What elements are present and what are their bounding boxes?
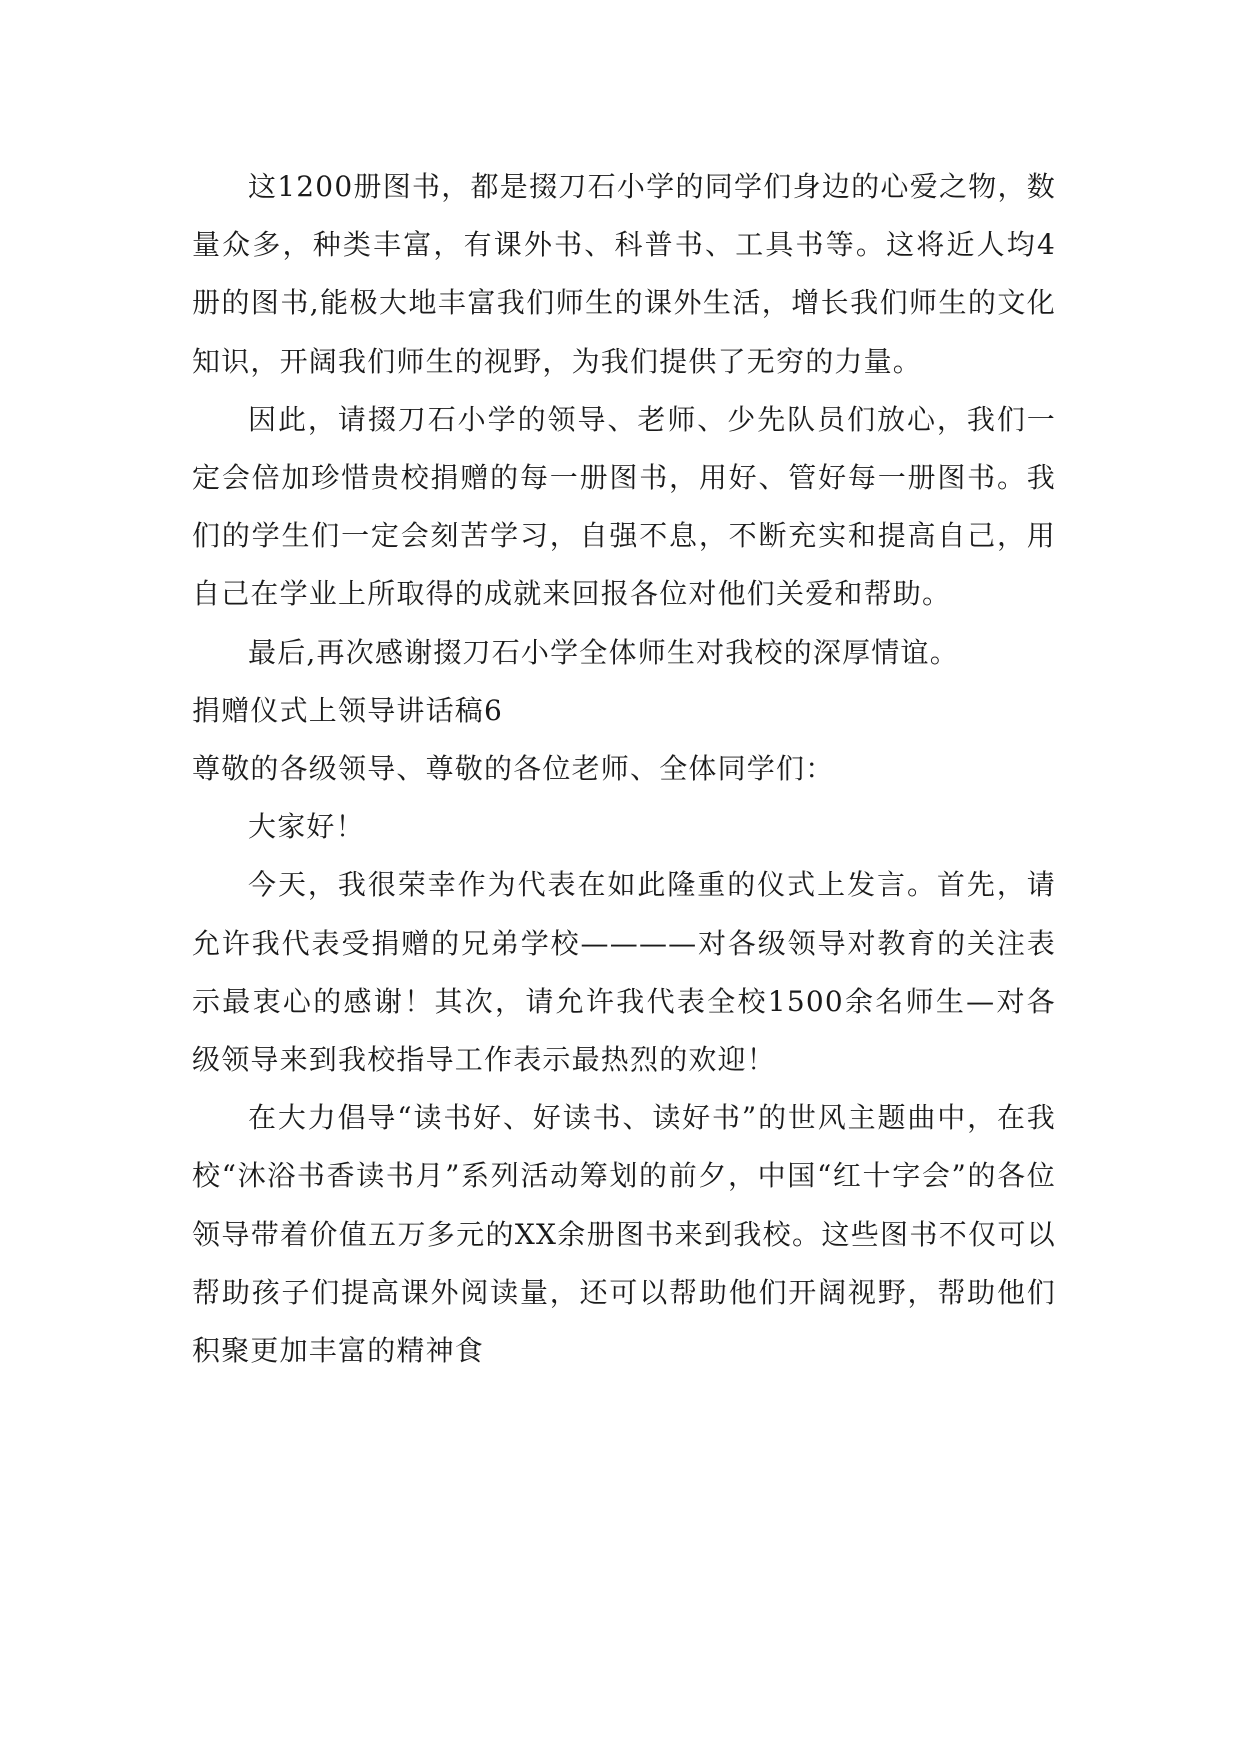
greeting: 大家好！ bbox=[248, 810, 365, 844]
paragraph-promise: 因此，请掇刀石小学的领导、老师、少先队员们放心，我们一定会倍加珍惜贵校捐赠的每一册图书，用好、管好每一册图书。我们的学生们一定会刻苦学习，自强不息，不断充实和提高自己，用自己在学业上所取得的成就来回报各位对他们关爱和帮助。 bbox=[192, 402, 1056, 611]
salutation: 尊敬的各级领导、尊敬的各位老师、全体同学们： bbox=[192, 752, 835, 786]
paragraph-speech-books: 在大力倡导“读书好、好读书、读好书”的世风主题曲中，在我校“沐浴书香读书月”系列活动筹划的前夕，中国“红十字会”的各位领导带着价值五万多元的XX余册图书来到我校。这些图书不仅可以帮助孩子们提高课外阅读量，还可以帮助他们开阔视野，帮助他们积聚更加丰富的精神食 bbox=[192, 1101, 1056, 1368]
paragraph-speech-opening: 今天，我很荣幸作为代表在如此隆重的仪式上发言。首先，请允许我代表受捐赠的兄弟学校————对各级领导对教育的关注表示最衷心的感谢！其次，请允许我代表全校1500余名师生—对各级领导来到我校指导工作表示最热烈的欢迎！ bbox=[192, 868, 1056, 1077]
paragraph-book-donation: 这1200册图书，都是掇刀石小学的同学们身边的心爱之物，数量众多，种类丰富，有课外书、科普书、工具书等。这将近人均4册的图书,能极大地丰富我们师生的课外生活，增长我们师生的文化知识，开阔我们师生的视野，为我们提供了无穷的力量。 bbox=[192, 170, 1056, 378]
section-title: 捐赠仪式上领导讲话稿6 bbox=[192, 693, 504, 727]
document-body bbox=[192, 158, 1056, 1380]
paragraph-thanks: 最后,再次感谢掇刀石小学全体师生对我校的深厚情谊。 bbox=[248, 635, 959, 669]
